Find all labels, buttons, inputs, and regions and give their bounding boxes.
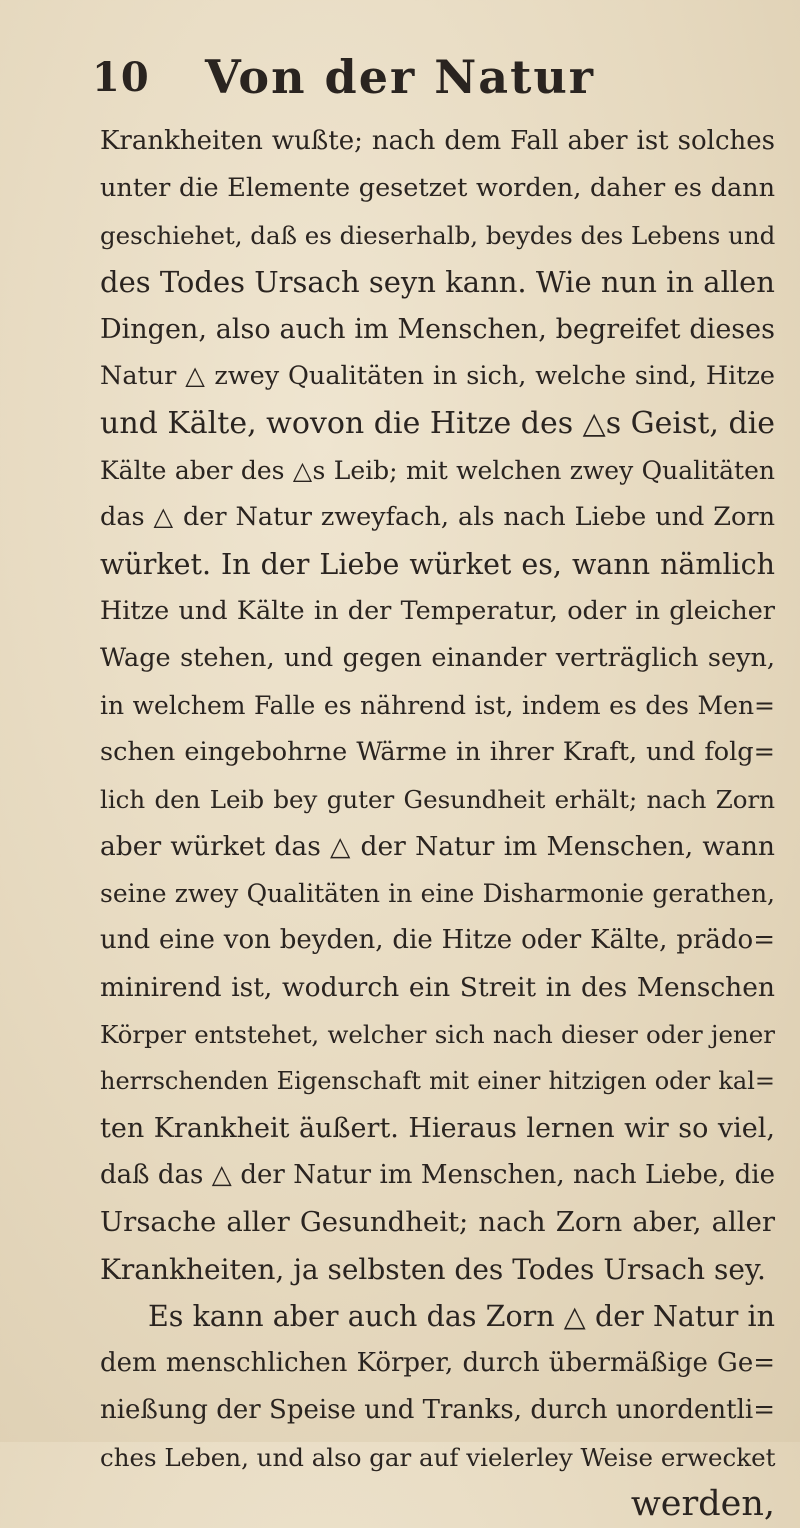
- text-line: herrschenden Eigenschaft mit einer hitzigen oder kal=: [100, 1067, 775, 1095]
- text-line: und Kälte, wovon die Hitze des △s Geist, die: [100, 406, 776, 441]
- text-line: geschiehet, daß es dieserhalb, beydes des Lebens und: [100, 221, 776, 250]
- page-header: [0, 48, 800, 108]
- text-line: des Todes Ursach seyn kann. Wie nun in allen: [100, 265, 775, 299]
- text-line: Ursache aller Gesundheit; nach Zorn aber, aller: [100, 1206, 775, 1238]
- text-line: in welchem Falle es nährend ist, indem es des Men=: [100, 691, 775, 720]
- text-line: Körper entstehet, welcher sich nach dieser oder jener: [100, 1020, 775, 1049]
- text-line: das △ der Natur zweyfach, als nach Liebe und Zorn: [100, 502, 775, 532]
- body-text: [100, 118, 775, 1528]
- text-line: und eine von beyden, die Hitze oder Kälte, prädo=: [100, 925, 775, 955]
- text-line: schen eingebohrne Wärme in ihrer Kraft, und folg=: [100, 737, 775, 767]
- text-line: minirend ist, wodurch ein Streit in des Menschen: [100, 972, 775, 1003]
- text-line: Dingen, also auch im Menschen, begreifet dieses: [100, 314, 775, 345]
- text-line: lich den Leib bey guter Gesundheit erhält; nach Zorn: [100, 785, 775, 814]
- text-line: Wage stehen, und gegen einander verträglich seyn,: [100, 643, 775, 673]
- paragraph-end-line: Krankheiten, ja selbsten des Todes Ursach sey.: [100, 1253, 766, 1286]
- text-line: aber würket das △ der Natur im Menschen, wann: [100, 831, 775, 862]
- running-head: Von der Natur: [204, 50, 596, 104]
- text-line: nießung der Speise und Tranks, durch unordentli=: [100, 1395, 775, 1425]
- text-line: Natur △ zwey Qualitäten in sich, welche sind, Hitze: [100, 361, 775, 391]
- text-line: ches Leben, und also gar auf vielerley Weise erwecket: [100, 1443, 776, 1472]
- page-number: 10: [92, 54, 150, 101]
- text-line: Kälte aber des △s Leib; mit welchen zwey Qualitäten: [100, 456, 775, 485]
- text-line: Krankheiten wußte; nach dem Fall aber ist solches: [100, 126, 775, 156]
- text-line: seine zwey Qualitäten in eine Disharmonie gerathen,: [100, 879, 775, 908]
- text-line: dem menschlichen Körper, durch übermäßige Ge=: [100, 1348, 775, 1378]
- paragraph-start-line: Es kann aber auch das Zorn △ der Natur in: [148, 1300, 775, 1333]
- text-line: ten Krankheit äußert. Hieraus lernen wir so viel,: [100, 1113, 775, 1144]
- text-line: würket. In der Liebe würket es, wann nämlich: [100, 548, 775, 581]
- text-line: daß das △ der Natur im Menschen, nach Liebe, die: [100, 1160, 775, 1190]
- catchword: werden,: [630, 1484, 775, 1524]
- text-line: Hitze und Kälte in der Temperatur, oder in gleicher: [100, 596, 775, 626]
- text-line: unter die Elemente gesetzet worden, daher es dann: [100, 173, 775, 203]
